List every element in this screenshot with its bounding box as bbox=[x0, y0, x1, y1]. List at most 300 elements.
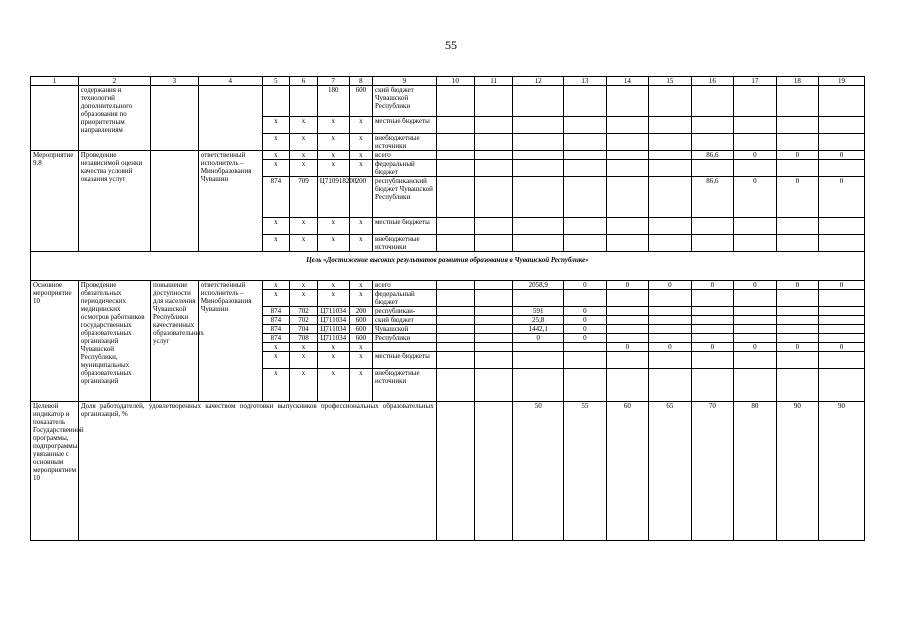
cell-c14: 0 bbox=[606, 281, 648, 290]
funding-source-cell: местные бюджеты bbox=[373, 117, 437, 134]
cell-c6: 709 bbox=[290, 177, 318, 218]
cell-c17 bbox=[734, 235, 776, 252]
cell-c14 bbox=[606, 151, 648, 160]
cell-c18 bbox=[776, 325, 818, 334]
cell-c6: 702 bbox=[290, 307, 318, 316]
cell-c17 bbox=[734, 218, 776, 235]
cell-c19 bbox=[819, 307, 865, 316]
cell-c11 bbox=[474, 281, 512, 290]
column-header: 11 bbox=[474, 77, 512, 86]
cell-c6: x bbox=[290, 369, 318, 402]
funding-source-cell: федеральный бюджет bbox=[373, 290, 437, 307]
cell-c7: x bbox=[317, 151, 349, 160]
cell-c6: x bbox=[290, 352, 318, 369]
funding-source-cell: внебюджетные источники bbox=[373, 369, 437, 402]
cell-c19 bbox=[819, 352, 865, 369]
cell-c8: 600 bbox=[349, 86, 372, 117]
cell-c11 bbox=[474, 402, 512, 541]
cell-c5: x bbox=[262, 117, 290, 134]
cell-c6: x bbox=[290, 134, 318, 151]
cell-c10 bbox=[436, 134, 474, 151]
cell-c13: 0 bbox=[564, 281, 606, 290]
cell-c8: 200 bbox=[349, 177, 372, 218]
cell-c7: x bbox=[317, 352, 349, 369]
cell-c10 bbox=[436, 160, 474, 177]
cell-c17 bbox=[734, 117, 776, 134]
cell-c8: x bbox=[349, 218, 372, 235]
cell-c10 bbox=[436, 325, 474, 334]
header-row bbox=[31, 77, 865, 86]
cell-c19 bbox=[819, 290, 865, 307]
cell-c19 bbox=[819, 325, 865, 334]
column-header: 19 bbox=[819, 77, 865, 86]
goal-title: Цель «Достижение высоких результатов развития образования в Чувашской Республике» bbox=[31, 252, 865, 281]
column-header: 18 bbox=[776, 77, 818, 86]
indicator-row bbox=[31, 402, 865, 541]
cell-c15: 0 bbox=[649, 281, 691, 290]
measure-code: Основное мероприятие 10 bbox=[31, 281, 79, 402]
cell-c12 bbox=[513, 290, 564, 307]
cell-c14 bbox=[606, 235, 648, 252]
cell-c19: 0 bbox=[819, 343, 865, 352]
funding-source-cell: ский бюджет Чувашской Республики bbox=[373, 86, 437, 117]
cell-c11 bbox=[474, 134, 512, 151]
cell-c5: x bbox=[262, 352, 290, 369]
cell-c19 bbox=[819, 334, 865, 343]
column-header: 16 bbox=[691, 77, 733, 86]
cell-c11 bbox=[474, 343, 512, 352]
cell-c6: x bbox=[290, 218, 318, 235]
cell-c16 bbox=[691, 334, 733, 343]
cell-c13 bbox=[564, 343, 606, 352]
column-header: 10 bbox=[436, 77, 474, 86]
cell-c7: x bbox=[317, 343, 349, 352]
cell-c14 bbox=[606, 218, 648, 235]
cell-c14 bbox=[606, 369, 648, 402]
cell-c16: 0 bbox=[691, 343, 733, 352]
cell-c14 bbox=[606, 117, 648, 134]
cell-c15 bbox=[649, 307, 691, 316]
cell-c8: 600 bbox=[349, 316, 372, 325]
cell-c10 bbox=[436, 343, 474, 352]
expected-result: повышение доступности для населения Чувашской Республики качественных образовательных услуг bbox=[151, 281, 199, 402]
indicator-value: 70 bbox=[691, 402, 733, 541]
cell-c10 bbox=[436, 369, 474, 402]
cell-c18 bbox=[776, 86, 818, 117]
funding-source-cell: федеральный бюджет bbox=[373, 160, 437, 177]
cell-c15 bbox=[649, 325, 691, 334]
cell-c11 bbox=[474, 307, 512, 316]
funding-source-cell: республиканский бюджет Чувашской Республики bbox=[373, 177, 437, 218]
cell-c11 bbox=[474, 369, 512, 402]
cell-c6: x bbox=[290, 151, 318, 160]
cell-c15 bbox=[649, 134, 691, 151]
cell-c10 bbox=[436, 281, 474, 290]
cell-c19 bbox=[819, 134, 865, 151]
cell-c18 bbox=[776, 218, 818, 235]
cell-c17 bbox=[734, 160, 776, 177]
cell-c8: x bbox=[349, 369, 372, 402]
column-header: 15 bbox=[649, 77, 691, 86]
cell-c16: 86,6 bbox=[691, 177, 733, 218]
cell-c12 bbox=[513, 343, 564, 352]
cell-c15 bbox=[649, 177, 691, 218]
cell-c15 bbox=[649, 218, 691, 235]
cell-c18 bbox=[776, 307, 818, 316]
measure-code: Мероприятие 9.8 bbox=[31, 151, 79, 252]
cell-c5: x bbox=[262, 343, 290, 352]
cell-c8: x bbox=[349, 352, 372, 369]
column-header: 3 bbox=[151, 77, 199, 86]
column-header: 8 bbox=[349, 77, 372, 86]
cell-c10 bbox=[436, 307, 474, 316]
cell-c13 bbox=[564, 177, 606, 218]
cell-c16 bbox=[691, 86, 733, 117]
funding-source-cell: местные бюджеты bbox=[373, 218, 437, 235]
cell-c12: 1442,1 bbox=[513, 325, 564, 334]
cell-c19 bbox=[819, 117, 865, 134]
cell-c18 bbox=[776, 117, 818, 134]
cell-c6: 702 bbox=[290, 316, 318, 325]
cell-c7: x bbox=[317, 117, 349, 134]
cell-c5: x bbox=[262, 369, 290, 402]
cell-c19 bbox=[819, 369, 865, 402]
cell-c17: 0 bbox=[734, 177, 776, 218]
page-number: 55 bbox=[445, 38, 457, 52]
column-header: 17 bbox=[734, 77, 776, 86]
cell-c10 bbox=[436, 151, 474, 160]
cell-c16: 0 bbox=[691, 281, 733, 290]
indicator-value: 65 bbox=[649, 402, 691, 541]
cell-c10 bbox=[436, 218, 474, 235]
cell-c12: 2058,9 bbox=[513, 281, 564, 290]
cell-c15 bbox=[649, 160, 691, 177]
cell-c10 bbox=[436, 402, 474, 541]
funding-source-cell: всего bbox=[373, 151, 437, 160]
cell-c15 bbox=[649, 352, 691, 369]
funding-source-cell: Чувашской bbox=[373, 325, 437, 334]
cell-c12 bbox=[513, 86, 564, 117]
empty-cell bbox=[151, 151, 199, 252]
cell-c12 bbox=[513, 117, 564, 134]
cell-c14 bbox=[606, 134, 648, 151]
cell-c7: 180 bbox=[317, 86, 349, 117]
cell-c18 bbox=[776, 334, 818, 343]
cell-c12 bbox=[513, 134, 564, 151]
cell-c8: x bbox=[349, 343, 372, 352]
table-row bbox=[31, 86, 865, 117]
column-header: 1 bbox=[31, 77, 79, 86]
cell-c7: x bbox=[317, 134, 349, 151]
cell-c5: x bbox=[262, 235, 290, 252]
cell-c11 bbox=[474, 325, 512, 334]
cell-c14 bbox=[606, 334, 648, 343]
cell-c7: x bbox=[317, 281, 349, 290]
cell-c13 bbox=[564, 218, 606, 235]
cell-c18 bbox=[776, 160, 818, 177]
cell-c7: x bbox=[317, 369, 349, 402]
cell-c11 bbox=[474, 151, 512, 160]
cell-c13 bbox=[564, 352, 606, 369]
cell-c17 bbox=[734, 307, 776, 316]
cell-c8: x bbox=[349, 117, 372, 134]
cell-c14 bbox=[606, 177, 648, 218]
indicator-value: 55 bbox=[564, 402, 606, 541]
cell-c13 bbox=[564, 151, 606, 160]
cell-c16 bbox=[691, 316, 733, 325]
cell-c11 bbox=[474, 177, 512, 218]
funding-source-cell: местные бюджеты bbox=[373, 352, 437, 369]
cell-c17: 0 bbox=[734, 151, 776, 160]
cell-c11 bbox=[474, 86, 512, 117]
column-header: 5 bbox=[262, 77, 290, 86]
cell-c12 bbox=[513, 369, 564, 402]
cell-c5: x bbox=[262, 218, 290, 235]
cell-c17 bbox=[734, 334, 776, 343]
cell-c14 bbox=[606, 290, 648, 307]
cell-c17 bbox=[734, 316, 776, 325]
cell-c10 bbox=[436, 235, 474, 252]
cell-c8: x bbox=[349, 290, 372, 307]
cell-c19 bbox=[819, 316, 865, 325]
cell-c8: x bbox=[349, 160, 372, 177]
cell-c14 bbox=[606, 160, 648, 177]
cell-c5: 874 bbox=[262, 316, 290, 325]
indicator-value: 50 bbox=[513, 402, 564, 541]
column-header: 6 bbox=[290, 77, 318, 86]
cell-c18 bbox=[776, 316, 818, 325]
indicator-value: 80 bbox=[734, 402, 776, 541]
cell-c12: 591 bbox=[513, 307, 564, 316]
cell-c5: 874 bbox=[262, 307, 290, 316]
cell-c13: 0 bbox=[564, 307, 606, 316]
cell-c10 bbox=[436, 334, 474, 343]
cell-c7: x bbox=[317, 160, 349, 177]
column-header: 13 bbox=[564, 77, 606, 86]
empty-cell bbox=[31, 86, 79, 151]
cell-c19: 0 bbox=[819, 281, 865, 290]
funding-source-cell: ский бюджет bbox=[373, 316, 437, 325]
cell-c16 bbox=[691, 369, 733, 402]
cell-c11 bbox=[474, 290, 512, 307]
cell-c16 bbox=[691, 117, 733, 134]
cell-c16 bbox=[691, 290, 733, 307]
cell-c15 bbox=[649, 235, 691, 252]
cell-c8: x bbox=[349, 281, 372, 290]
indicator-value: 60 bbox=[606, 402, 648, 541]
cell-c11 bbox=[474, 117, 512, 134]
cell-c18 bbox=[776, 235, 818, 252]
cell-c15 bbox=[649, 117, 691, 134]
cell-c10 bbox=[436, 86, 474, 117]
cell-c7: Ц711034 bbox=[317, 316, 349, 325]
cell-c5: x bbox=[262, 160, 290, 177]
cell-c15 bbox=[649, 290, 691, 307]
cell-c16 bbox=[691, 218, 733, 235]
cell-c7: x bbox=[317, 290, 349, 307]
cell-c10 bbox=[436, 352, 474, 369]
cell-c10 bbox=[436, 316, 474, 325]
table-row bbox=[31, 281, 865, 290]
cell-c17 bbox=[734, 352, 776, 369]
cell-c11 bbox=[474, 334, 512, 343]
cell-c15 bbox=[649, 151, 691, 160]
cell-c10 bbox=[436, 290, 474, 307]
cell-c5: 874 bbox=[262, 334, 290, 343]
cell-c16 bbox=[691, 352, 733, 369]
cell-c15: 0 bbox=[649, 343, 691, 352]
cell-c14: 0 bbox=[606, 343, 648, 352]
cell-c16 bbox=[691, 235, 733, 252]
funding-source-cell: внебюджетные источники bbox=[373, 235, 437, 252]
measure-name: Проведение обязательных периодических медицинских осмотров работников государственных образовательных организаций Чувашской Республики, муниципальных образовательных организаций bbox=[78, 281, 150, 402]
empty-cell bbox=[198, 86, 262, 151]
budget-table bbox=[30, 76, 865, 541]
cell-c19: 0 bbox=[819, 177, 865, 218]
cell-c5: x bbox=[262, 151, 290, 160]
cell-c6: 704 bbox=[290, 325, 318, 334]
cell-c12 bbox=[513, 151, 564, 160]
column-header: 4 bbox=[198, 77, 262, 86]
cell-c7: Ц711034 bbox=[317, 334, 349, 343]
cell-c14 bbox=[606, 352, 648, 369]
measure-name: Проведение независимой оценки качества условий оказания услуг bbox=[78, 151, 150, 252]
column-header: 9 bbox=[373, 77, 437, 86]
cell-c12 bbox=[513, 235, 564, 252]
indicator-value: 90 bbox=[819, 402, 865, 541]
cell-c14 bbox=[606, 86, 648, 117]
cell-c14 bbox=[606, 316, 648, 325]
cell-c5: x bbox=[262, 290, 290, 307]
cell-c13: 0 bbox=[564, 325, 606, 334]
cell-c10 bbox=[436, 177, 474, 218]
cell-c19 bbox=[819, 235, 865, 252]
cell-c12 bbox=[513, 218, 564, 235]
cell-c12: 0 bbox=[513, 334, 564, 343]
cell-c6: x bbox=[290, 235, 318, 252]
cell-c8: x bbox=[349, 134, 372, 151]
cell-c13 bbox=[564, 369, 606, 402]
cell-c6: x bbox=[290, 160, 318, 177]
indicator-value: 90 bbox=[776, 402, 818, 541]
measure-name: содержания и технологий дополнительного образования по приоритетным направлениям bbox=[78, 86, 150, 151]
cell-c17 bbox=[734, 86, 776, 117]
cell-c18: 0 bbox=[776, 343, 818, 352]
cell-c8: 600 bbox=[349, 334, 372, 343]
cell-c6: 708 bbox=[290, 334, 318, 343]
cell-c19 bbox=[819, 86, 865, 117]
cell-c16: 86,6 bbox=[691, 151, 733, 160]
cell-c8: x bbox=[349, 151, 372, 160]
cell-c7: Ц711034 bbox=[317, 325, 349, 334]
cell-c15 bbox=[649, 316, 691, 325]
cell-c13: 0 bbox=[564, 334, 606, 343]
cell-c16 bbox=[691, 307, 733, 316]
funding-source-cell: республикан- bbox=[373, 307, 437, 316]
funding-source-cell: Республики bbox=[373, 334, 437, 343]
cell-c10 bbox=[436, 117, 474, 134]
cell-c18 bbox=[776, 352, 818, 369]
cell-c5: 874 bbox=[262, 325, 290, 334]
responsible-executor: ответственный исполнитель – Минобразования Чувашии bbox=[198, 281, 262, 402]
cell-c18: 0 bbox=[776, 281, 818, 290]
cell-c11 bbox=[474, 352, 512, 369]
funding-source-cell bbox=[373, 343, 437, 352]
cell-c6: x bbox=[290, 117, 318, 134]
funding-source-cell: всего bbox=[373, 281, 437, 290]
responsible-executor: ответственный исполнитель – Минобразования Чувашии bbox=[198, 151, 262, 252]
cell-c5 bbox=[262, 86, 290, 117]
cell-c8: 600 bbox=[349, 325, 372, 334]
cell-c16 bbox=[691, 134, 733, 151]
cell-c13: 0 bbox=[564, 316, 606, 325]
goal-row bbox=[31, 252, 865, 281]
cell-c15 bbox=[649, 369, 691, 402]
column-header: 14 bbox=[606, 77, 648, 86]
funding-source-cell: внебюджетные источники bbox=[373, 134, 437, 151]
table-row bbox=[31, 151, 865, 160]
cell-c15 bbox=[649, 86, 691, 117]
cell-c12 bbox=[513, 352, 564, 369]
cell-c13 bbox=[564, 117, 606, 134]
cell-c19: 0 bbox=[819, 151, 865, 160]
cell-c17 bbox=[734, 290, 776, 307]
cell-c12 bbox=[513, 160, 564, 177]
cell-c17 bbox=[734, 134, 776, 151]
cell-c14 bbox=[606, 325, 648, 334]
cell-c12 bbox=[513, 177, 564, 218]
cell-c13 bbox=[564, 290, 606, 307]
cell-c7: Ц710918200 bbox=[317, 177, 349, 218]
cell-c6: x bbox=[290, 290, 318, 307]
indicator-text: Доля работодателей, удовлетворенных качеством подготовки выпускников профессиональных образовательных организаций, % bbox=[78, 402, 436, 541]
cell-c7: x bbox=[317, 235, 349, 252]
cell-c16 bbox=[691, 325, 733, 334]
cell-c13 bbox=[564, 235, 606, 252]
cell-c11 bbox=[474, 218, 512, 235]
indicator-label: Целевой индикатор и показатель Государственной программы, подпрограммы, увязанные с основным мероприятием 10 bbox=[31, 402, 79, 541]
cell-c16 bbox=[691, 160, 733, 177]
column-header: 7 bbox=[317, 77, 349, 86]
cell-c5: x bbox=[262, 134, 290, 151]
cell-c6: x bbox=[290, 281, 318, 290]
empty-cell bbox=[151, 86, 199, 151]
cell-c7: Ц711034 bbox=[317, 307, 349, 316]
cell-c11 bbox=[474, 235, 512, 252]
cell-c18: 0 bbox=[776, 151, 818, 160]
cell-c17 bbox=[734, 325, 776, 334]
cell-c13 bbox=[564, 134, 606, 151]
cell-c5: x bbox=[262, 281, 290, 290]
column-header: 12 bbox=[513, 77, 564, 86]
cell-c18: 0 bbox=[776, 177, 818, 218]
cell-c5: 874 bbox=[262, 177, 290, 218]
cell-c13 bbox=[564, 86, 606, 117]
cell-c19 bbox=[819, 218, 865, 235]
cell-c17: 0 bbox=[734, 281, 776, 290]
cell-c18 bbox=[776, 134, 818, 151]
cell-c17: 0 bbox=[734, 343, 776, 352]
cell-c8: x bbox=[349, 235, 372, 252]
cell-c14 bbox=[606, 307, 648, 316]
cell-c7: x bbox=[317, 218, 349, 235]
cell-c8: 200 bbox=[349, 307, 372, 316]
cell-c6 bbox=[290, 86, 318, 117]
cell-c15 bbox=[649, 334, 691, 343]
cell-c18 bbox=[776, 290, 818, 307]
cell-c11 bbox=[474, 316, 512, 325]
cell-c11 bbox=[474, 160, 512, 177]
